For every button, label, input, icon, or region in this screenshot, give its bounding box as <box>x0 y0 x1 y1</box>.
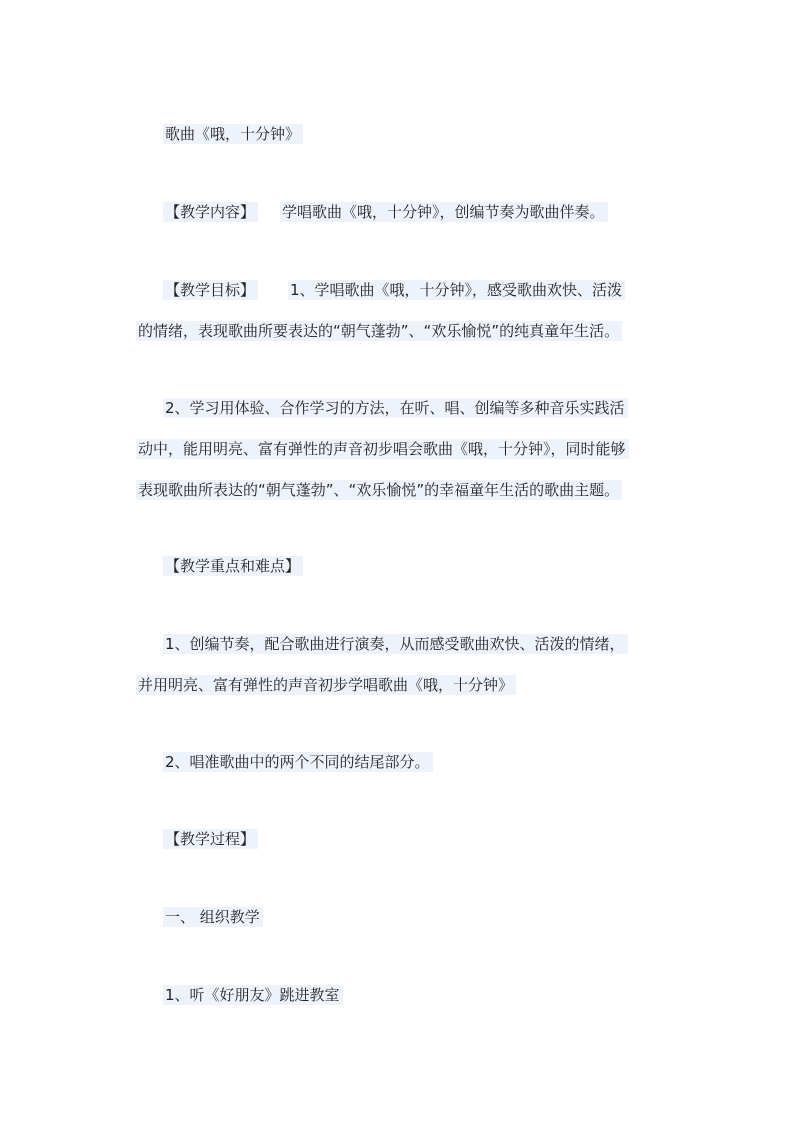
key-heading: 【教学重点和难点】 <box>163 553 303 579</box>
process-heading: 【教学过程】 <box>163 826 258 852</box>
goal2-line-3: 表现歌曲所表达的“朝气蓬勃”、“欢乐愉悦”的幸福童年生活的歌曲主题。 <box>136 477 622 503</box>
document-title: 歌曲《哦，十分钟》 <box>163 121 303 147</box>
goal2-line-1: 2、学习用体验、合作学习的方法，在听、唱、创编等多种音乐实践活 <box>163 395 628 421</box>
goal-line-2: 的情绪，表现歌曲所要表达的“朝气蓬勃”、“欢乐愉悦”的纯真童年生活。 <box>136 318 622 344</box>
content-label: 【教学内容】 <box>163 202 258 222</box>
goal-label: 【教学目标】 <box>163 280 258 300</box>
key2-line: 2、唱准歌曲中的两个不同的结尾部分。 <box>163 749 433 775</box>
key1-line-2: 并用明亮、富有弹性的声音初步学唱歌曲《哦，十分钟》 <box>136 672 516 698</box>
step-1-1: 1、听《好朋友》跳进教室 <box>163 982 343 1008</box>
goal2-line-2: 动中，能用明亮、富有弹性的声音初步唱会歌曲《哦，十分钟》，同时能够 <box>136 436 629 462</box>
content-text: 学唱歌曲《哦，十分钟》，创编节奏为歌曲伴奏。 <box>280 202 608 222</box>
step-1-heading: 一、 组织教学 <box>163 904 263 930</box>
key1-line-1: 1、创编节奏，配合歌曲进行演奏，从而感受歌曲欢快、活泼的情绪， <box>163 631 628 657</box>
content-line <box>163 199 608 225</box>
goal-line-1 <box>163 277 625 303</box>
goal1-text-a: 1、学唱歌曲《哦，十分钟》，感受歌曲欢快、活泼 <box>288 280 625 300</box>
